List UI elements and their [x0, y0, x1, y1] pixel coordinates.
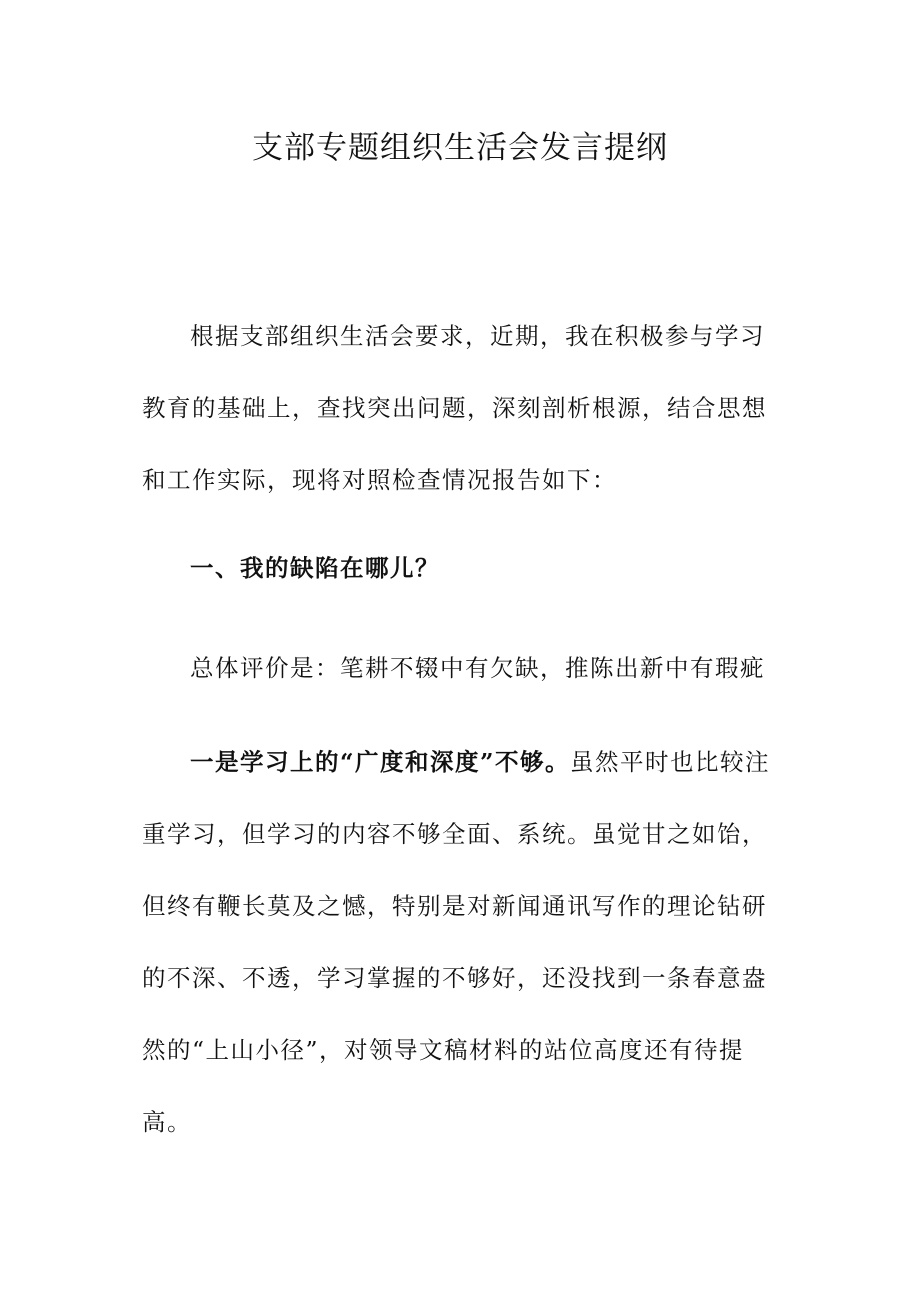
point-one-paragraph — [142, 726, 782, 1158]
document-title: 支部专题组织生活会发言提纲 — [252, 130, 668, 166]
intro-paragraph: 根据支部组织生活会要求，近期，我在积极参与学习教育的基础上，查找突出问题，深刻剖析根源，结合思想和工作实际，现将对照检查情况报告如下： — [142, 322, 767, 494]
section-heading: 一、我的缺陷在哪儿？ — [190, 554, 440, 582]
point-one-lead: 一是学习上的“广度和深度”不够。 — [190, 748, 571, 776]
point-one-body: 虽然平时也比较注重学习，但学习的内容不够全面、系统。虽觉甘之如饴，但终有鞭长莫及之憾，特别是对新闻通讯写作的理论钻研的不深、不透，学习掌握的不够好，还没找到一条春意盎然的“上山小径”，对领导文稿材料的站位高度还有待提高。 — [142, 748, 771, 1136]
overall-assessment-paragraph: 总体评价是：笔耕不辍中有欠缺，推陈出新中有瑕疵 — [190, 654, 765, 682]
